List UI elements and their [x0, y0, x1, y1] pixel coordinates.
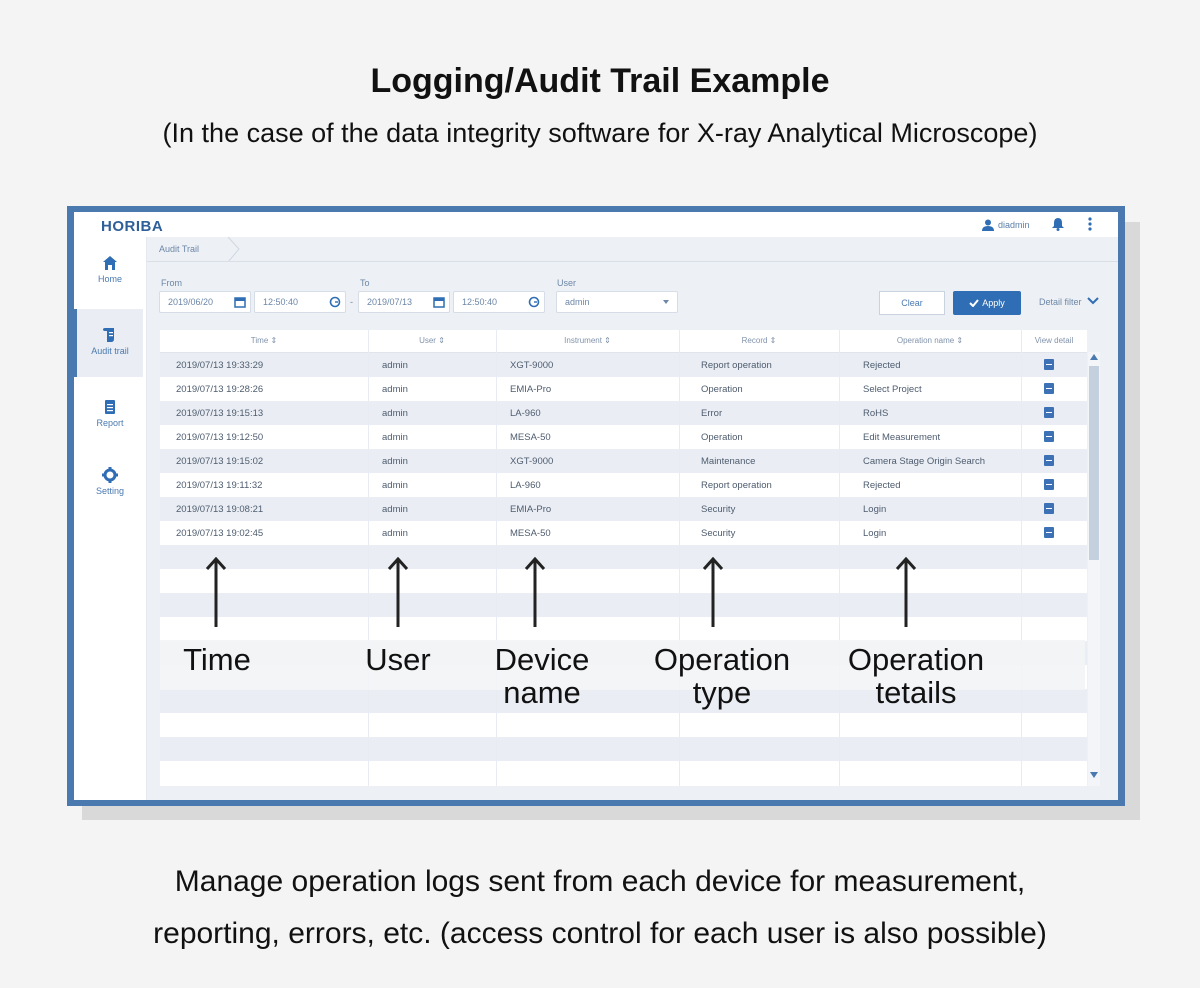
- table-row: [160, 545, 1087, 569]
- view-detail-icon[interactable]: [1044, 383, 1054, 394]
- table-row[interactable]: [160, 521, 1087, 545]
- view-detail-icon[interactable]: [1044, 455, 1054, 466]
- clear-button[interactable]: Clear: [879, 291, 945, 315]
- operation-name-cell: Select Project: [863, 384, 922, 395]
- user-cell: admin: [382, 504, 408, 515]
- user-menu[interactable]: [982, 219, 1030, 231]
- table-row: [160, 713, 1087, 737]
- operation-name-cell: Rejected: [863, 360, 901, 371]
- instrument-cell: LA-960: [510, 480, 541, 491]
- operation-name-cell: Rejected: [863, 480, 901, 491]
- column-divider: [496, 330, 497, 786]
- scroll-icon: [102, 327, 118, 343]
- user-icon: [982, 219, 994, 231]
- annotation-time: Time: [183, 642, 251, 677]
- arrow-up-icon: [896, 557, 916, 629]
- sidebar-item-label: Setting: [95, 486, 125, 496]
- instrument-cell: MESA-50: [510, 528, 551, 539]
- time-cell: 2019/07/13 19:11:32: [176, 480, 263, 491]
- table-scrollbar[interactable]: [1088, 352, 1100, 786]
- record-cell: Report operation: [701, 480, 772, 491]
- arrow-up-icon: [206, 557, 226, 629]
- table-row: [160, 593, 1087, 617]
- column-header-time[interactable]: Time ⇕: [250, 336, 278, 345]
- view-detail-icon[interactable]: [1044, 359, 1054, 370]
- user-cell: admin: [382, 408, 408, 419]
- instrument-cell: EMIA-Pro: [510, 384, 552, 395]
- table-row: [160, 617, 1087, 641]
- table-row: [160, 761, 1087, 785]
- user-cell: admin: [382, 480, 408, 491]
- table-row[interactable]: [160, 377, 1087, 401]
- record-cell: Report operation: [701, 360, 772, 371]
- clock-icon[interactable]: [329, 296, 341, 308]
- page-title: Logging/Audit Trail Example: [370, 62, 830, 100]
- operation-name-cell: Login: [863, 504, 887, 515]
- gear-icon: [102, 467, 118, 483]
- table-header: [160, 330, 1087, 353]
- main-content: [147, 237, 1118, 800]
- sidebar-item-label: Report: [96, 418, 124, 428]
- table-row: [160, 737, 1087, 761]
- view-detail-icon[interactable]: [1044, 407, 1054, 418]
- kebab-menu-icon[interactable]: [1088, 217, 1092, 231]
- scrollbar-thumb[interactable]: [1089, 366, 1099, 560]
- breadcrumb[interactable]: Audit Trail: [159, 244, 200, 254]
- column-divider: [839, 330, 840, 786]
- scroll-up-icon[interactable]: [1090, 354, 1098, 360]
- arrow-up-icon: [388, 557, 408, 629]
- bell-icon[interactable]: [1052, 217, 1064, 231]
- record-cell: Security: [701, 504, 736, 515]
- column-header-user[interactable]: User ⇕: [419, 336, 445, 345]
- view-detail-icon[interactable]: [1044, 479, 1054, 490]
- operation-name-cell: Edit Measurement: [863, 432, 941, 443]
- date-range-separator: -: [350, 297, 353, 307]
- column-divider: [1021, 330, 1022, 786]
- annotation-operation-details: Operation tetails: [847, 642, 985, 710]
- column-header-instrument[interactable]: Instrument ⇕: [564, 336, 611, 345]
- record-cell: Operation: [701, 384, 743, 395]
- chevron-down-icon: [663, 300, 669, 304]
- sidebar-item-report[interactable]: [74, 399, 146, 428]
- annotation-operation-type: Operation type: [653, 642, 791, 710]
- record-cell: Maintenance: [701, 456, 756, 467]
- time-cell: 2019/07/13 19:08:21: [176, 504, 264, 515]
- user-select[interactable]: admin: [556, 291, 678, 313]
- operation-name-cell: Login: [863, 528, 887, 539]
- user-label: User: [557, 278, 577, 288]
- to-time-field[interactable]: 12:50:40: [453, 291, 545, 313]
- home-icon: [102, 255, 118, 271]
- arrow-up-icon: [525, 557, 545, 629]
- sidebar-item-home[interactable]: [74, 255, 146, 284]
- breadcrumb-divider: [147, 261, 1118, 262]
- table-row[interactable]: [160, 449, 1087, 473]
- audit-trail-table: [160, 330, 1087, 786]
- time-cell: 2019/07/13 19:33:29: [176, 360, 264, 371]
- top-bar: [74, 212, 1118, 238]
- instrument-cell: XGT-9000: [510, 456, 554, 467]
- instrument-cell: XGT-9000: [510, 360, 554, 371]
- table-row[interactable]: [160, 425, 1087, 449]
- column-header-view-detail: View detail: [1034, 336, 1074, 345]
- apply-button[interactable]: Apply: [953, 291, 1021, 315]
- operation-name-cell: RoHS: [863, 408, 889, 419]
- annotation-device-name: Device name: [494, 642, 590, 710]
- instrument-cell: EMIA-Pro: [510, 504, 552, 515]
- column-header-record[interactable]: Record ⇕: [741, 336, 777, 345]
- sidebar-item-setting[interactable]: [74, 467, 146, 496]
- from-date-field[interactable]: 2019/06/20: [159, 291, 251, 313]
- to-date-field[interactable]: 2019/07/13: [358, 291, 450, 313]
- instrument-cell: LA-960: [510, 408, 541, 419]
- detail-filter-toggle[interactable]: Detail filter: [1039, 297, 1099, 307]
- user-cell: admin: [382, 456, 408, 467]
- breadcrumb-chevron-icon: [227, 237, 241, 262]
- annotation-user: User: [365, 642, 431, 677]
- sidebar-item-label: Home: [97, 274, 122, 284]
- user-cell: admin: [382, 528, 408, 539]
- sidebar-item-label: Audit trail: [91, 346, 129, 356]
- record-cell: Error: [701, 408, 723, 419]
- view-detail-icon[interactable]: [1044, 431, 1054, 442]
- time-cell: 2019/07/13 19:15:02: [176, 456, 264, 467]
- operation-name-cell: Camera Stage Origin Search: [863, 456, 985, 467]
- from-label: From: [161, 278, 182, 288]
- scroll-down-icon[interactable]: [1090, 772, 1098, 778]
- app-window: [74, 212, 1118, 800]
- view-detail-icon[interactable]: [1044, 503, 1054, 514]
- to-label: To: [360, 278, 370, 288]
- record-cell: Operation: [701, 432, 743, 443]
- page-subtitle: (In the case of the data integrity software for X-ray Analytical Microscope): [162, 118, 1038, 148]
- clock-icon[interactable]: [528, 296, 540, 308]
- time-cell: 2019/07/13 19:28:26: [176, 384, 264, 395]
- column-divider: [679, 330, 680, 786]
- view-detail-icon[interactable]: [1044, 527, 1054, 538]
- column-divider: [368, 330, 369, 786]
- calendar-icon[interactable]: [433, 296, 445, 308]
- horiba-logo: HORIBA: [101, 218, 164, 235]
- user-cell: admin: [382, 384, 408, 395]
- page-caption: Manage operation logs sent from each device for measurement, reporting, errors, etc. (access control for each user is also possible): [153, 865, 1047, 950]
- table-row[interactable]: [160, 473, 1087, 497]
- sidebar: [74, 237, 147, 800]
- check-icon: [969, 299, 979, 307]
- from-time-field[interactable]: 12:50:40: [254, 291, 346, 313]
- time-cell: 2019/07/13 19:12:50: [176, 432, 264, 443]
- record-cell: Security: [701, 528, 736, 539]
- column-header-operation-name[interactable]: Operation name ⇕: [896, 336, 964, 345]
- time-cell: 2019/07/13 19:15:13: [176, 408, 264, 419]
- chevron-down-icon: [1087, 297, 1099, 305]
- arrow-up-icon: [703, 557, 723, 629]
- report-icon: [103, 399, 117, 415]
- sidebar-item-audit-trail[interactable]: [74, 309, 143, 377]
- table-row[interactable]: [160, 353, 1087, 377]
- time-cell: 2019/07/13 19:02:45: [176, 528, 264, 539]
- instrument-cell: MESA-50: [510, 432, 551, 443]
- table-row[interactable]: [160, 497, 1087, 521]
- user-name: diadmin: [998, 220, 1030, 230]
- user-cell: admin: [382, 360, 408, 371]
- table-row[interactable]: [160, 401, 1087, 425]
- calendar-icon[interactable]: [234, 296, 246, 308]
- user-cell: admin: [382, 432, 408, 443]
- table-row: [160, 569, 1087, 593]
